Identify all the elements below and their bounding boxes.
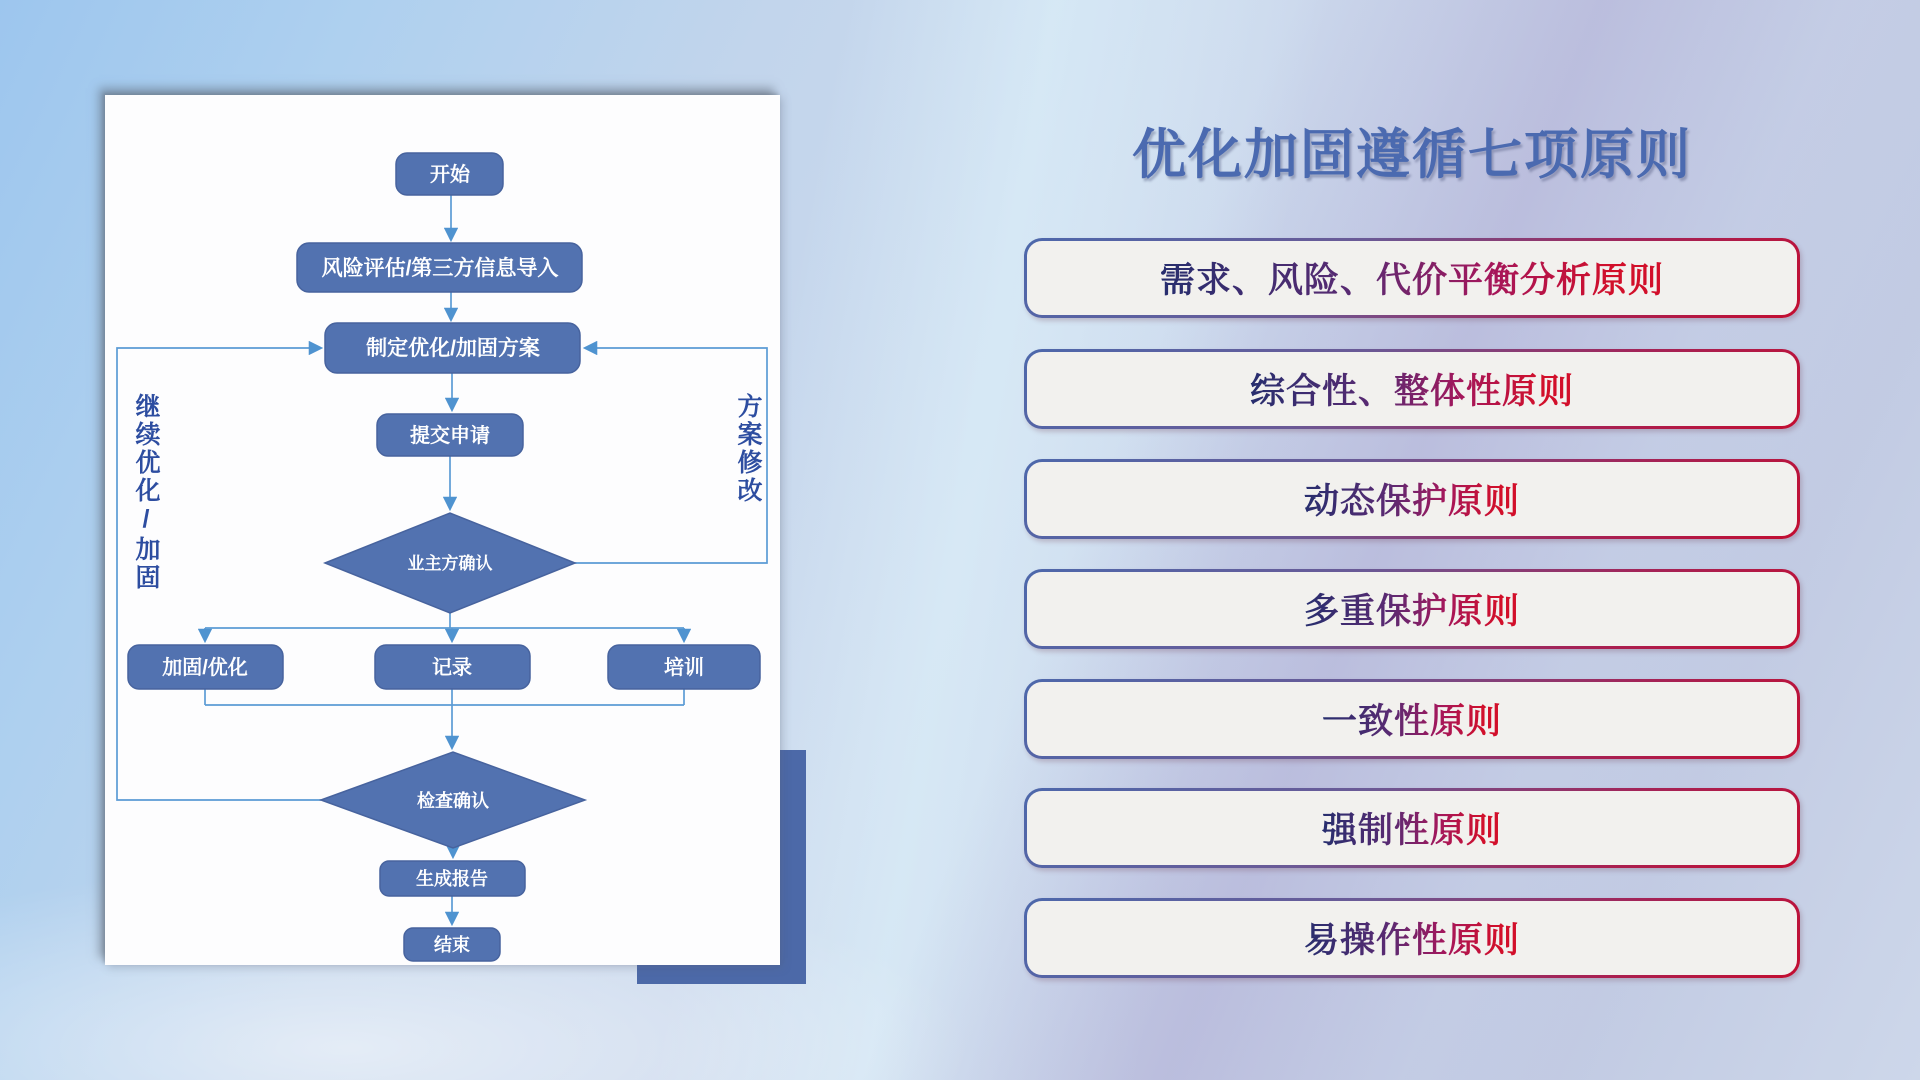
flow-decision-check-confirm <box>321 752 585 848</box>
flow-node-risk-import-label: 风险评估/第三方信息导入 <box>321 257 559 280</box>
flow-node-submit-label: 提交申请 <box>410 425 490 447</box>
principle-box-7 <box>1024 898 1800 978</box>
principle-box-1-inner <box>1027 241 1797 315</box>
principle-6-label: 强制性原则 <box>1322 803 1502 853</box>
principle-1-label: 需求、风险、代价平衡分析原则 <box>1160 253 1664 303</box>
flow-node-reinforce-label: 加固/优化 <box>162 657 248 679</box>
flow-node-end-label: 结束 <box>434 935 470 955</box>
principle-box-3-inner <box>1027 462 1797 536</box>
principle-box-6 <box>1024 788 1800 868</box>
principle-box-2 <box>1024 349 1800 429</box>
principle-box-2-inner <box>1027 352 1797 426</box>
principle-box-5-inner <box>1027 682 1797 756</box>
flow-node-risk-import <box>297 243 582 292</box>
principle-box-4 <box>1024 569 1800 649</box>
principle-4-label: 多重保护原则 <box>1304 584 1520 634</box>
flow-node-reinforce <box>128 645 283 689</box>
flow-node-training-label: 培训 <box>664 657 704 679</box>
flow-decision-check-confirm-label: 检查确认 <box>417 791 489 811</box>
principle-box-6-inner <box>1027 791 1797 865</box>
loop-label-continue-optimization: 继续优化/加固 <box>132 393 160 592</box>
flow-node-submit <box>377 414 523 456</box>
flow-node-report-label: 生成报告 <box>416 869 488 889</box>
flow-node-record-label: 记录 <box>432 657 472 679</box>
principle-box-3 <box>1024 459 1800 539</box>
flow-node-training <box>608 645 760 689</box>
principle-box-5 <box>1024 679 1800 759</box>
flow-decision-owner-confirm <box>325 513 575 613</box>
flow-node-make-plan <box>325 323 580 373</box>
flow-decision-owner-confirm-label: 业主方确认 <box>407 554 493 573</box>
principle-7-label: 易操作性原则 <box>1304 913 1520 963</box>
principle-2-label: 综合性、整体性原则 <box>1250 364 1574 414</box>
principle-box-7-inner <box>1027 901 1797 975</box>
principle-3-label: 动态保护原则 <box>1304 474 1520 524</box>
loop-label-plan-revision: 方案修改 <box>734 393 762 505</box>
flow-node-start-label: 开始 <box>430 164 470 186</box>
principle-5-label: 一致性原则 <box>1322 694 1502 744</box>
flow-node-end <box>404 928 500 961</box>
flow-node-start <box>396 153 503 195</box>
principle-box-4-inner <box>1027 572 1797 646</box>
flow-node-record <box>375 645 530 689</box>
flowchart-diagram <box>105 95 780 965</box>
flow-node-make-plan-label: 制定优化/加固方案 <box>366 337 540 360</box>
flow-node-report <box>380 861 525 896</box>
page-title: 优化加固遵循七项原则 <box>1132 125 1692 185</box>
principle-box-1 <box>1024 238 1800 318</box>
